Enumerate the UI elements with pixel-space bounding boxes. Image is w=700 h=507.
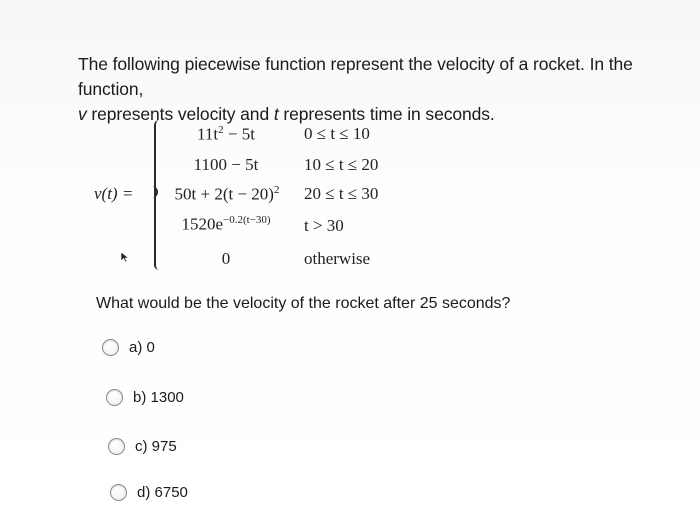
option-b[interactable] — [106, 389, 184, 406]
intro-var-t: t — [273, 104, 279, 124]
question-text: What would be the velocity of the rocket after 25 seconds? — [96, 295, 511, 312]
radio-b[interactable] — [106, 389, 123, 406]
piece-expr-3: $50t + 2(t - 20)^2$ — [174, 184, 280, 204]
radio-d[interactable] — [110, 484, 127, 501]
option-b-label: b) 1300 — [133, 389, 184, 406]
piece-cond-2: 10 ≤ t ≤ 20 — [304, 155, 379, 174]
option-a[interactable] — [102, 339, 155, 356]
function-lhs: v(t) = — [94, 184, 134, 203]
piece-cond-1: 0 ≤ t ≤ 10 — [304, 124, 370, 143]
piece-expr-4: $1520e^{-0.2(t-30)}$ — [181, 214, 271, 234]
piece-expr-5: 0 — [221, 249, 231, 268]
mouse-pointer-icon — [120, 251, 130, 263]
problem-intro — [78, 52, 678, 127]
radio-a[interactable] — [102, 339, 119, 356]
option-a-label: a) 0 — [129, 339, 155, 356]
piece-cond-4: t > 30 — [304, 216, 344, 235]
intro-end: represents time in seconds. — [278, 104, 495, 124]
intro-mid: represents velocity and — [86, 104, 274, 124]
intro-line-1: The following piecewise function represent the velocity of a rocket. In the function, — [78, 54, 633, 99]
radio-c[interactable] — [108, 438, 125, 455]
option-c[interactable] — [108, 438, 177, 455]
option-d-label: d) 6750 — [137, 484, 188, 501]
piece-cond-3: 20 ≤ t ≤ 30 — [304, 184, 379, 203]
option-c-label: c) 975 — [135, 438, 177, 455]
piece-expr-2: 1100 − 5t — [193, 155, 259, 174]
piece-expr-1: $11t^2 - 5t$ — [197, 124, 255, 144]
piece-cond-5: otherwise — [304, 249, 371, 268]
option-d[interactable] — [110, 484, 188, 501]
intro-var-v: v — [78, 104, 87, 124]
